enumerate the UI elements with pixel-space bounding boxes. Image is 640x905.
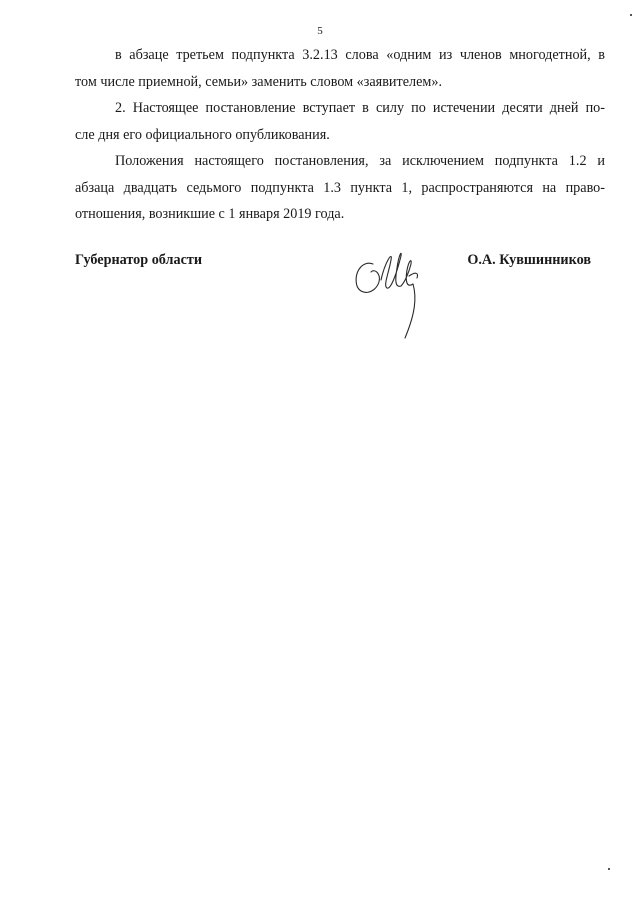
paragraph — [75, 95, 605, 148]
text-line: сле дня его официального опубликования. — [75, 126, 330, 143]
signatory-title: Губернатор области — [75, 252, 203, 268]
document-body — [75, 42, 605, 228]
page-number: 5 — [317, 25, 323, 37]
text-line: том числе приемной, семьи» заменить словом «заявителем». — [75, 73, 442, 90]
scan-artifact — [608, 868, 610, 870]
scan-artifact — [630, 14, 632, 16]
text-line: абзаца двадцать седьмого подпункта 1.3 пункта 1, распространяются на право- — [75, 179, 605, 196]
text-line: в абзаце третьем подпункта 3.2.13 слова «одним из членов многодетной, в — [115, 47, 605, 63]
text-line: отношения, возникшие с 1 января 2019 года. — [75, 206, 345, 222]
handwritten-signature — [345, 242, 435, 342]
signature-block — [75, 252, 605, 352]
text-line: Положения настоящего постановления, за исключением подпункта 1.2 и — [115, 153, 605, 169]
paragraph — [75, 148, 605, 228]
paragraph — [75, 42, 605, 95]
text-line: 2. Настоящее постановление вступает в силу по истечении десяти дней по- — [115, 100, 605, 116]
signatory-name: О.А. Кувшинников — [467, 252, 591, 268]
